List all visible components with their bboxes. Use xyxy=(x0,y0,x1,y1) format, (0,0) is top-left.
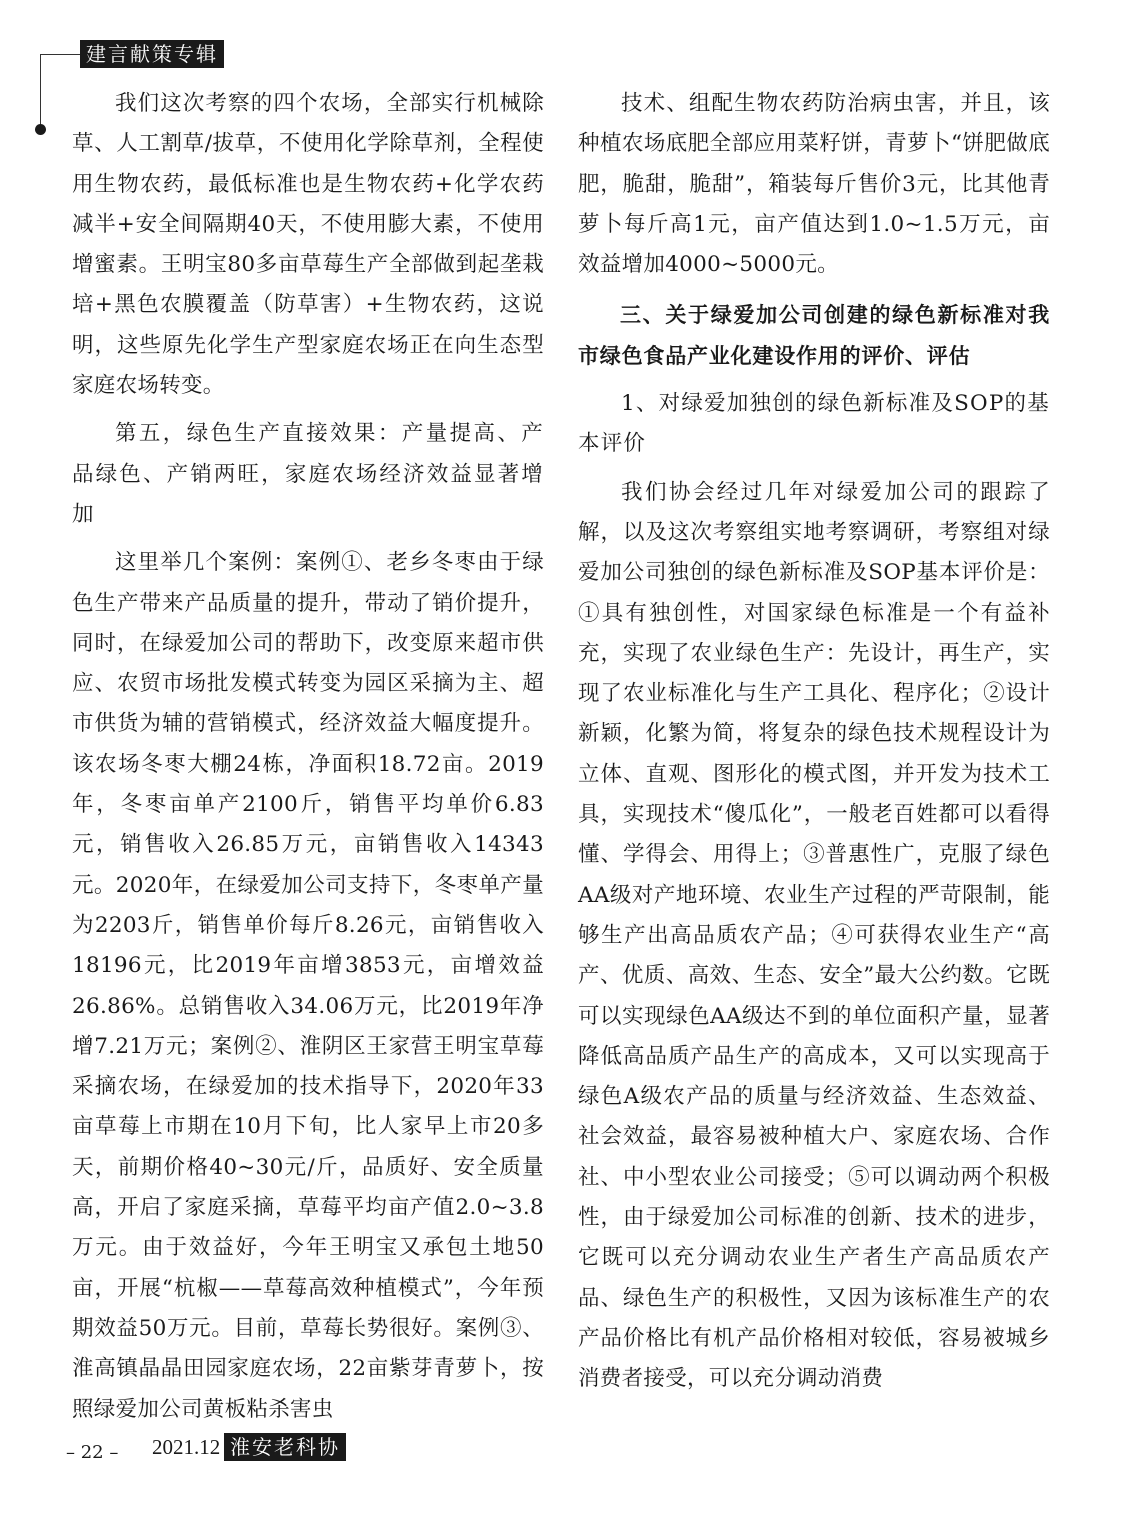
page-number: – 22 – xyxy=(66,1442,119,1463)
left-column xyxy=(72,84,544,1430)
header-rule-vertical xyxy=(40,54,41,130)
paragraph: 我们协会经过几年对绿爱加公司的跟踪了解，以及这次考察组实地考察调研，考察组对绿爱加公司独创的绿色新标准及SOP基本评价是：①具有独创性，对国家绿色标准是一个有益补充，实现了农业绿色生产：先设计，再生产，实现了农业标准化与生产工具化、程序化；②设计新颖，化繁为简，将复杂的绿色技术规程设计为立体、直观、图形化的模式图，并开发为技术工具，实现技术“傻瓜化”，一般老百姓都可以看得懂、学得会、用得上；③普惠性广，克服了绿色AA级对产地环境、农业生产过程的严苛限制，能够生产出高品质农产品；④可获得农业生产“高产、优质、高效、生态、安全”最大公约数。它既可以实现绿色AA级达不到的单位面积产量，显著降低高品质产品生产的高成本，又可以实现高于绿色A级农产品的质量与经济效益、生态效益、社会效益，最容易被种植大户、家庭农场、合作社、中小型农业公司接受；⑤可以调动两个积极性，由于绿爱加公司标准的创新、技术的进步，它既可以充分调动农业生产者生产高品质农产品、绿色生产的积极性，又因为该标准生产的农产品价格比有机产品价格相对较低，容易被城乡消费者接受，可以充分调动消费 xyxy=(578,479,1050,1392)
subsection-heading: 第五，绿色生产直接效果：产量提高、产品绿色、产销两旺，家庭农场经济效益显著增加 xyxy=(72,421,544,527)
right-column xyxy=(578,84,1050,1400)
column-header-tag: 建言献策专辑 xyxy=(80,40,224,68)
header-rule-horizontal xyxy=(40,54,80,55)
paragraph: 我们这次考察的四个农场，全部实行机械除草、人工割草/拔草，不使用化学除草剂，全程使用生物农药，最低标准也是生物农药+化学农药减半+安全间隔期40天，不使用膨大素，不使用增蜜素。王明宝80多亩草莓生产全部做到起垄栽培+黑色农膜覆盖（防草害）+生物农药，这说明，这些原先化学生产型家庭农场正在向生态型家庭农场转变。 xyxy=(72,91,544,399)
subsection-heading: 1、对绿爱加独创的绿色新标准及SOP的基本评价 xyxy=(578,391,1050,457)
publication-name: 淮安老科协 xyxy=(224,1433,346,1461)
page-footer xyxy=(0,1430,1123,1470)
bullet-dot-icon xyxy=(35,124,46,135)
paragraph: 这里举几个案例：案例①、老乡冬枣由于绿色生产带来产品质量的提升，带动了销价提升，同时，在绿爱加公司的帮助下，改变原来超市供应、农贸市场批发模式转变为园区采摘为主、超市供货为辅的营销模式，经济效益大幅度提升。该农场冬枣大棚24栋，净面积18.72亩。2019年，冬枣亩单产2100斤，销售平均单价6.83元，销售收入26.85万元，亩销售收入14343元。2020年，在绿爱加公司支持下，冬枣单产量为2203斤，销售单价每斤8.26元，亩销售收入18196元，比2019年亩增3853元，亩增效益26.86%。总销售收入34.06万元，比2019年净增7.21万元；案例②、淮阴区王家营王明宝草莓采摘农场，在绿爱加的技术指导下，2020年33亩草莓上市期在10月下旬，比人家早上市20多天，前期价格40~30元/斤，品质好、安全质量高，开启了家庭采摘，草莓平均亩产值2.0~3.8万元。由于效益好，今年王明宝又承包土地50亩，开展“杭椒——草莓高效种植模式”，今年预期效益50万元。目前，草莓长势很好。案例③、淮高镇晶晶田园家庭农场，22亩紫芽青萝卜，按照绿爱加公司黄板粘杀害虫 xyxy=(72,550,544,1422)
issue-date: 2021.12 xyxy=(152,1435,221,1459)
section-heading: 三、关于绿爱加公司创建的绿色新标准对我市绿色食品产业化建设作用的评价、评估 xyxy=(578,303,1050,368)
paragraph: 技术、组配生物农药防治病虫害，并且，该种植农场底肥全部应用菜籽饼，青萝卜“饼肥做底肥，脆甜，脆甜”，箱装每斤售价3元，比其他青萝卜每斤高1元，亩产值达到1.0~1.5万元，亩效益增加4000~5000元。 xyxy=(578,91,1050,278)
